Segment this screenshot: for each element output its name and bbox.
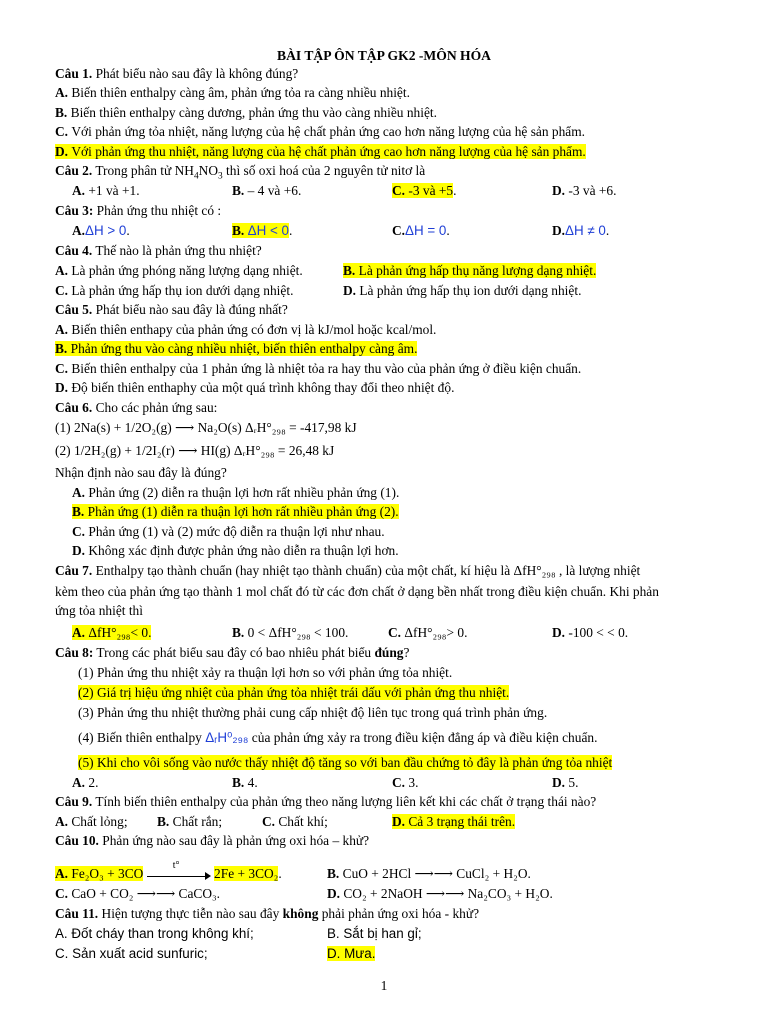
q9-option-d-answer: D. Cả 3 trạng thái trên. (392, 814, 516, 829)
q4-option-b-answer: B. Là phản ứng hấp thụ năng lượng dạng nhiệt. (343, 263, 597, 278)
q7-option-d: D. -100 < < 0. (552, 625, 629, 640)
q6-option-a: A. Phản ứng (2) diễn ra thuận lợi hơn rất nhiều phản ứng (1). (72, 485, 400, 500)
q9-stem: Câu 9. Tính biến thiên enthalpy của phản ứng theo năng lượng liên kết khi các chất ở trạng thái nào? (55, 794, 597, 809)
q6-stem: Câu 6. Cho các phản ứng sau: (55, 400, 218, 415)
q9-option-b: B. Chất rắn; (157, 814, 223, 829)
q3-option-a: A.ΔH > 0. (72, 223, 130, 238)
q2-option-c-answer: C. -3 và +5. (392, 183, 457, 198)
q8-statement-5: (5) Khi cho vôi sống vào nước thấy nhiệt độ tăng so với ban đầu chứng tỏ đây là phản ứng tỏa nhiệt (78, 755, 613, 770)
q11-option-c: C. Sản xuất acid sunfuric; (55, 946, 208, 961)
q3-stem: Câu 3: Phản ứng thu nhiệt có : (55, 203, 222, 218)
q1-stem: Câu 1. Phát biểu nào sau đây là không đúng? (55, 66, 299, 81)
q10-option-d: D. CO₂ + 2NaOH ⟶⟶ Na₂CO₃ + H₂O. (327, 886, 553, 901)
q1-option-c: C. Với phản ứng tỏa nhiệt, năng lượng của hệ chất phản ứng cao hơn năng lượng của hệ sản phẩm. (55, 124, 585, 139)
q5-option-d: D. Độ biến thiên enthaphy của một quá trình không thay đổi theo nhiệt độ. (55, 380, 455, 395)
page-number: 1 (380, 978, 388, 993)
q2-option-d: D. -3 và +6. (552, 183, 617, 198)
q11-option-d-answer: D. Mưa. (327, 946, 376, 961)
q8-stem: Câu 8: Trong các phát biểu sau đây có bao nhiêu phát biểu đúng? (55, 645, 410, 660)
q7-stem-line-3: ứng tỏa nhiệt thì (55, 603, 143, 618)
q8-statement-2: (2) Giá trị hiệu ứng nhiệt của phản ứng tỏa nhiệt trái dấu với phản ứng thu nhiệt. (78, 685, 510, 700)
q5-option-c: C. Biến thiên enthalpy của 1 phản ứng là nhiệt tỏa ra hay thu vào của phản ứng ở điều kiện chuẩn. (55, 361, 582, 376)
q5-option-b-answer: B. Phản ứng thu vào càng nhiều nhiệt, biến thiên enthalpy càng âm. (55, 341, 418, 356)
q1-option-d-answer: D. Với phản ứng thu nhiệt, năng lượng của hệ chất phản ứng cao hơn năng lượng của hệ sản phẩm. (55, 144, 586, 159)
q1-option-b: B. Biến thiên enthalpy càng dương, phản ứng thu vào càng nhiều nhiệt. (55, 105, 437, 120)
q8-statement-1: (1) Phản ứng thu nhiệt xảy ra thuận lợi hơn so với phản ứng tỏa nhiệt. (78, 665, 453, 680)
q8-option-c: C. 3. (392, 775, 419, 790)
q4-option-a: A. Là phản ứng phóng năng lượng dạng nhiệt. (55, 263, 303, 278)
q7-stem-line-1: Câu 7. Enthalpy tạo thành chuẩn (hay nhiệt tạo thành chuẩn) của một chất, kí hiệu là ΔfH°₂₉₈ , là lượng nhiệt (55, 563, 641, 578)
q4-stem: Câu 4. Thế nào là phản ứng thu nhiệt? (55, 243, 262, 258)
q7-option-c: C. ΔfH°₂₉₈> 0. (388, 625, 468, 640)
q8-option-d: D. 5. (552, 775, 579, 790)
q3-option-c: C.ΔH = 0. (392, 223, 450, 238)
q1-option-a: A. Biến thiên enthalpy càng âm, phản ứng tỏa ra càng nhiều nhiệt. (55, 85, 410, 100)
q3-option-b-answer: B. ΔH < 0. (232, 223, 293, 238)
q8-statement-4: (4) Biến thiên enthalpy ΔᵣH⁰₂₉₈ của phản ứng xảy ra trong điều kiện đẳng áp và điều kiện chuẩn. (78, 730, 598, 745)
q9-option-a: A. Chất lỏng; (55, 814, 128, 829)
q6-prompt: Nhận định nào sau đây là đúng? (55, 465, 227, 480)
q5-option-a: A. Biến thiên enthapy của phản ứng có đơn vị là kJ/mol hoặc kcal/mol. (55, 322, 437, 337)
q10-option-b: B. CuO + 2HCl ⟶⟶ CuCl₂ + H₂O. (327, 866, 531, 881)
q6-reaction-1: (1) 2Na(s) + 1/2O₂(g) ⟶ Na₂O(s) ΔᵣH°₂₉₈ = -417,98 kJ (55, 420, 357, 435)
q4-option-c: C. Là phản ứng hấp thụ ion dưới dạng nhiệt. (55, 283, 294, 298)
q3-option-d: D.ΔH ≠ 0. (552, 223, 610, 238)
q6-option-d: D. Không xác định được phản ứng nào diễn ra thuận lợi hơn. (72, 543, 399, 558)
page-title: BÀI TẬP ÔN TẬP GK2 -MÔN HÓA (277, 48, 491, 63)
q11-option-a: A. Đốt cháy than trong không khí; (55, 926, 254, 941)
q6-option-b-answer: B. Phản ứng (1) diễn ra thuận lợi hơn rất nhiều phản ứng (2). (72, 504, 399, 519)
q7-option-a-answer: A. ΔfH°₂₉₈< 0. (72, 625, 152, 640)
q10-stem: Câu 10. Phản ứng nào sau đây là phản ứng oxi hóa – khử? (55, 833, 370, 848)
q8-option-a: A. 2. (72, 775, 99, 790)
q6-option-c: C. Phản ứng (1) và (2) mức độ diễn ra thuận lợi như nhau. (72, 524, 385, 539)
q9-option-c: C. Chất khí; (262, 814, 328, 829)
q5-stem: Câu 5. Phát biểu nào sau đây là đúng nhất? (55, 302, 288, 317)
q10-option-a-answer: A. Fe₂O₃ + 3CO t° 2Fe + 3CO₂. (55, 859, 282, 881)
q10-option-c: C. CaO + CO₂ ⟶⟶ CaCO₃. (55, 886, 221, 901)
q2-option-b: B. – 4 và +6. (232, 183, 302, 198)
q6-reaction-2: (2) 1/2H₂(g) + 1/2I₂(r) ⟶ HI(g) ΔᵣH°₂₉₈ = 26,48 kJ (55, 443, 335, 458)
q8-statement-3: (3) Phản ứng thu nhiệt thường phải cung cấp nhiệt độ liên tục trong quá trình phản ứng. (78, 705, 548, 720)
q11-option-b: B. Sắt bị han gỉ; (327, 926, 422, 941)
q2-option-a: A. +1 và +1. (72, 183, 140, 198)
q7-stem-line-2: kèm theo của phản ứng tạo thành 1 mol chất đó từ các đơn chất ở dạng bền nhất trong điều kiện chuẩn. Khi phản (55, 584, 659, 599)
q8-option-b: B. 4. (232, 775, 258, 790)
q11-stem: Câu 11. Hiện tượng thực tiễn nào sau đây không phải phản ứng oxi hóa - khử? (55, 906, 480, 921)
q2-stem: Câu 2. Trong phân tử $NH_4NO_3$ thì số oxi hoá của 2 nguyên tử nitơ là (55, 163, 426, 182)
q4-option-d: D. Là phản ứng hấp thụ ion dưới dạng nhiệt. (343, 283, 582, 298)
reaction-arrow-icon: t° (147, 869, 211, 881)
q7-option-b: B. 0 < ΔfH°₂₉₈ < 100. (232, 625, 349, 640)
